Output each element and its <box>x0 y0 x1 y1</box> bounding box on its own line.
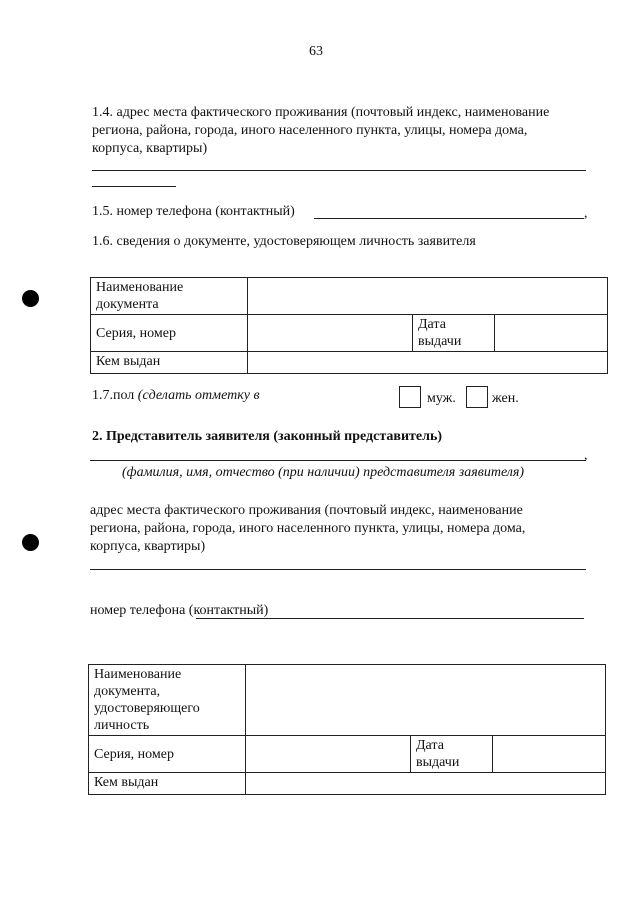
sex-label: 1.7.пол <box>92 388 135 403</box>
series-number-label: Серия, номер <box>91 315 248 352</box>
section-2-heading: 2. Представитель заявителя (законный представитель) <box>92 429 443 444</box>
address-fill-line-continuation[interactable] <box>92 186 176 187</box>
phone-trailing-comma: , <box>584 206 588 221</box>
representative-address-line-1: адрес места фактического проживания (почтовый индекс, наименование <box>90 503 523 518</box>
representative-id-document-table <box>88 664 606 795</box>
issue-date-label: Дата выдачи <box>411 736 493 773</box>
series-number-label: Серия, номер <box>89 736 246 773</box>
binder-hole-mark <box>22 290 39 307</box>
document-name-label: Наименование документа, удостоверяющего личность <box>89 665 246 736</box>
male-label: муж. <box>427 391 456 406</box>
issue-date-field[interactable] <box>495 315 608 352</box>
document-name-field[interactable] <box>246 665 606 736</box>
representative-address-line-3: корпуса, квартиры) <box>90 539 206 554</box>
series-number-field[interactable] <box>248 315 413 352</box>
table-row <box>91 352 608 374</box>
table-row <box>89 736 606 773</box>
male-checkbox[interactable] <box>399 386 421 408</box>
address-fill-line[interactable] <box>92 170 586 171</box>
table-row <box>89 773 606 795</box>
female-checkbox[interactable] <box>466 386 488 408</box>
issue-date-field[interactable] <box>493 736 606 773</box>
section-1-4-line-1: 1.4. адрес места фактического проживания (почтовый индекс, наименование <box>92 105 550 120</box>
section-1-4-line-2: региона, района, города, иного населенного пункта, улицы, номера дома, <box>92 123 528 138</box>
table-row <box>91 315 608 352</box>
sex-note: (сделать отметку в <box>137 388 260 403</box>
section-1-4-line-3: корпуса, квартиры) <box>92 141 208 156</box>
table-row <box>91 278 608 315</box>
representative-name-trailing-comma: , <box>584 448 588 463</box>
document-name-field[interactable] <box>248 278 608 315</box>
section-1-6-label: 1.6. сведения о документе, удостоверяющем личность заявителя <box>92 234 476 249</box>
binder-hole-mark <box>22 534 39 551</box>
applicant-id-document-table <box>90 277 608 374</box>
series-number-field[interactable] <box>246 736 411 773</box>
representative-address-line-2: региона, района, города, иного населенного пункта, улицы, номера дома, <box>90 521 526 536</box>
representative-phone-label: номер телефона (контактный) <box>90 603 269 618</box>
issued-by-field[interactable] <box>246 773 606 795</box>
representative-name-fill-line[interactable] <box>90 460 586 461</box>
representative-name-caption: (фамилия, имя, отчество (при наличии) представителя заявителя) <box>122 465 525 480</box>
section-1-5-label: 1.5. номер телефона (контактный) <box>92 204 295 219</box>
representative-address-fill-line[interactable] <box>90 569 586 570</box>
issued-by-field[interactable] <box>248 352 608 374</box>
issued-by-label: Кем выдан <box>91 352 248 374</box>
page-number: 63 <box>309 44 323 59</box>
section-1-7-label <box>92 387 260 404</box>
document-name-label: Наименование документа <box>91 278 248 315</box>
female-label: жен. <box>492 391 519 406</box>
table-row <box>89 665 606 736</box>
issued-by-label: Кем выдан <box>89 773 246 795</box>
representative-phone-fill-line[interactable] <box>196 618 584 619</box>
issue-date-label: Дата выдачи <box>413 315 495 352</box>
phone-fill-line[interactable] <box>314 218 584 219</box>
